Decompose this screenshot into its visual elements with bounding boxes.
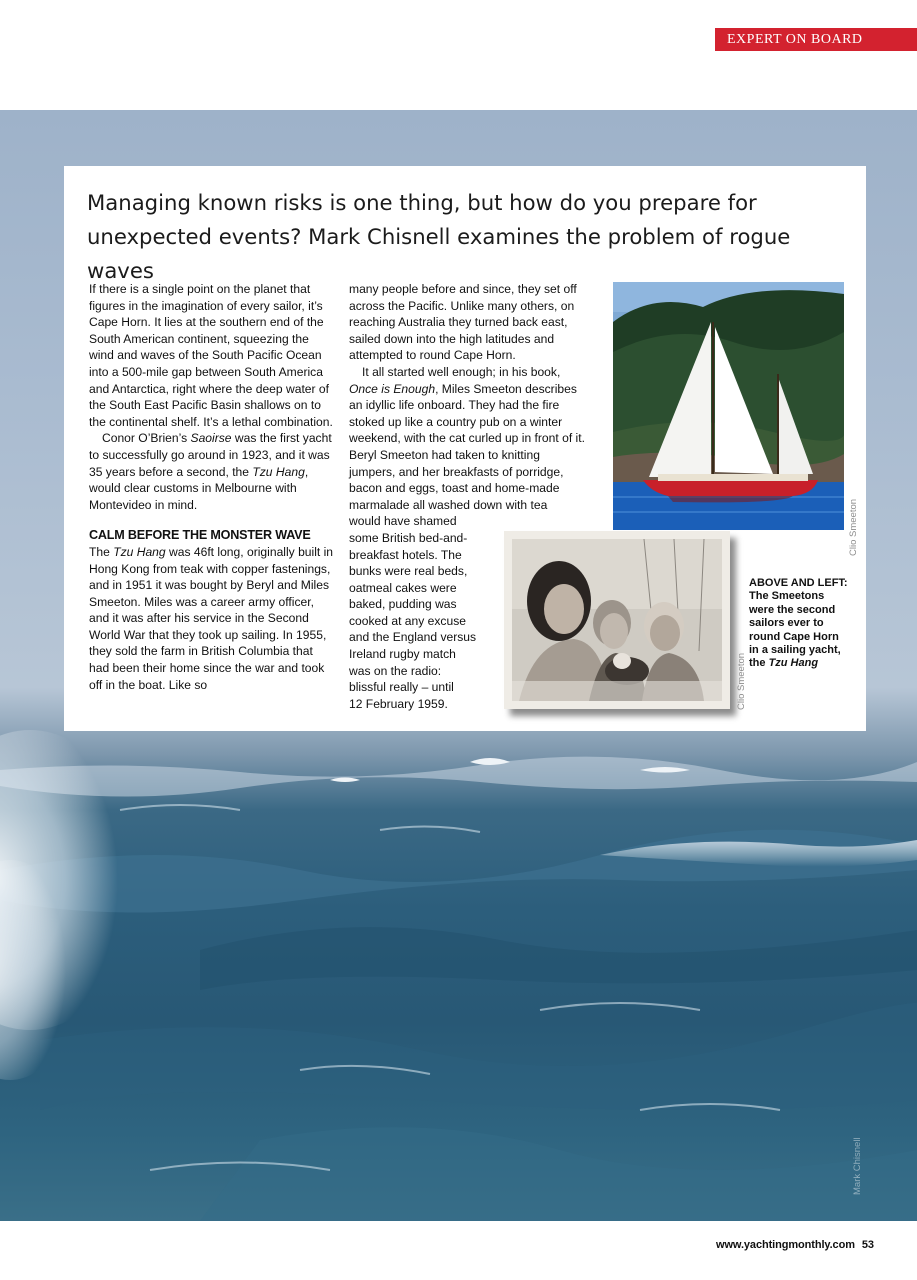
- subheading: CALM BEFORE THE MONSTER WAVE: [89, 528, 311, 543]
- narrow-text-block: would have shamed some British bed-and- breakfast hotels. The bunks were real beds, oatmeal cakes were baked, pudding was cooked at any excuse and the England versus Ireland rugby match was on the radio: blissful really – until 12 February 1959.: [349, 514, 477, 711]
- paragraph: Conor O’Brien’s Saoirse was the first yacht to successfully go around in 1923, and it was 35 years before a second, the Tzu Hang, would clear customs in Melbourne with Montevideo in mind.: [89, 431, 332, 512]
- smeeton-family-photo: [504, 531, 730, 709]
- page-footer: [716, 1239, 874, 1251]
- sea-photo-credit: Mark Chisnell: [852, 1137, 863, 1195]
- page-number: 53: [861, 1239, 874, 1251]
- website-url[interactable]: www.yachtingmonthly.com: [716, 1239, 855, 1251]
- paragraph: many people before and since, they set off across the Pacific. Unlike many others, on reaching Australia they turned back east, sailed down into the high latitudes and attempted to round Cape Horn.: [349, 282, 577, 363]
- paragraph: If there is a single point on the planet that figures in the imagination of every sailor, it’s Cape Horn. It lies at the southern end of the South American continent, squeezing the wind and waves of the South Pacific Ocean into a 500-mile gap between South America and Antarctica, right where the deep water of the South East Pacific Basin shallows on to the continental shelf. It’s a lethal combination.: [89, 282, 333, 429]
- standfirst-headline: Managing known risks is one thing, but how do you prepare for unexpected events? Mark Chisnell examines the problem of rogue waves: [87, 190, 791, 283]
- yacht-photo-credit: Clio Smeeton: [848, 498, 859, 556]
- photo-caption: ABOVE AND LEFT: The Smeetons were the second sailors ever to round Cape Horn in a sailing yacht, the Tzu Hang: [749, 577, 848, 670]
- paragraph: It all started well enough; in his book, Once is Enough, Miles Smeeton describes an idyllic life onboard. They had the fire stoked up like a country pub on a winter weekend, with the cat curled up in front of it. Beryl Smeeton had taken to knitting jumpers, and her breakfasts of porridge, bacon and eggs, toast and home-made marmalade all washed down with tea: [349, 364, 585, 512]
- paragraph: The Tzu Hang was 46ft long, originally built in Hong Kong from teak with copper fastenings, and in 1951 it was bought by Beryl and Miles Smeeton. Miles was a career army officer, and it was after his service in the Second World War that they took up sailing. In 1955, they sold the farm in British Columbia that had been their home since the war and took off in the boat. Like so: [89, 544, 334, 692]
- article-column-1: [89, 281, 335, 693]
- yacht-photo: [613, 282, 844, 530]
- section-tag: EXPERT ON BOARD: [715, 28, 917, 51]
- family-photo-credit: Clio Smeeton: [736, 652, 747, 710]
